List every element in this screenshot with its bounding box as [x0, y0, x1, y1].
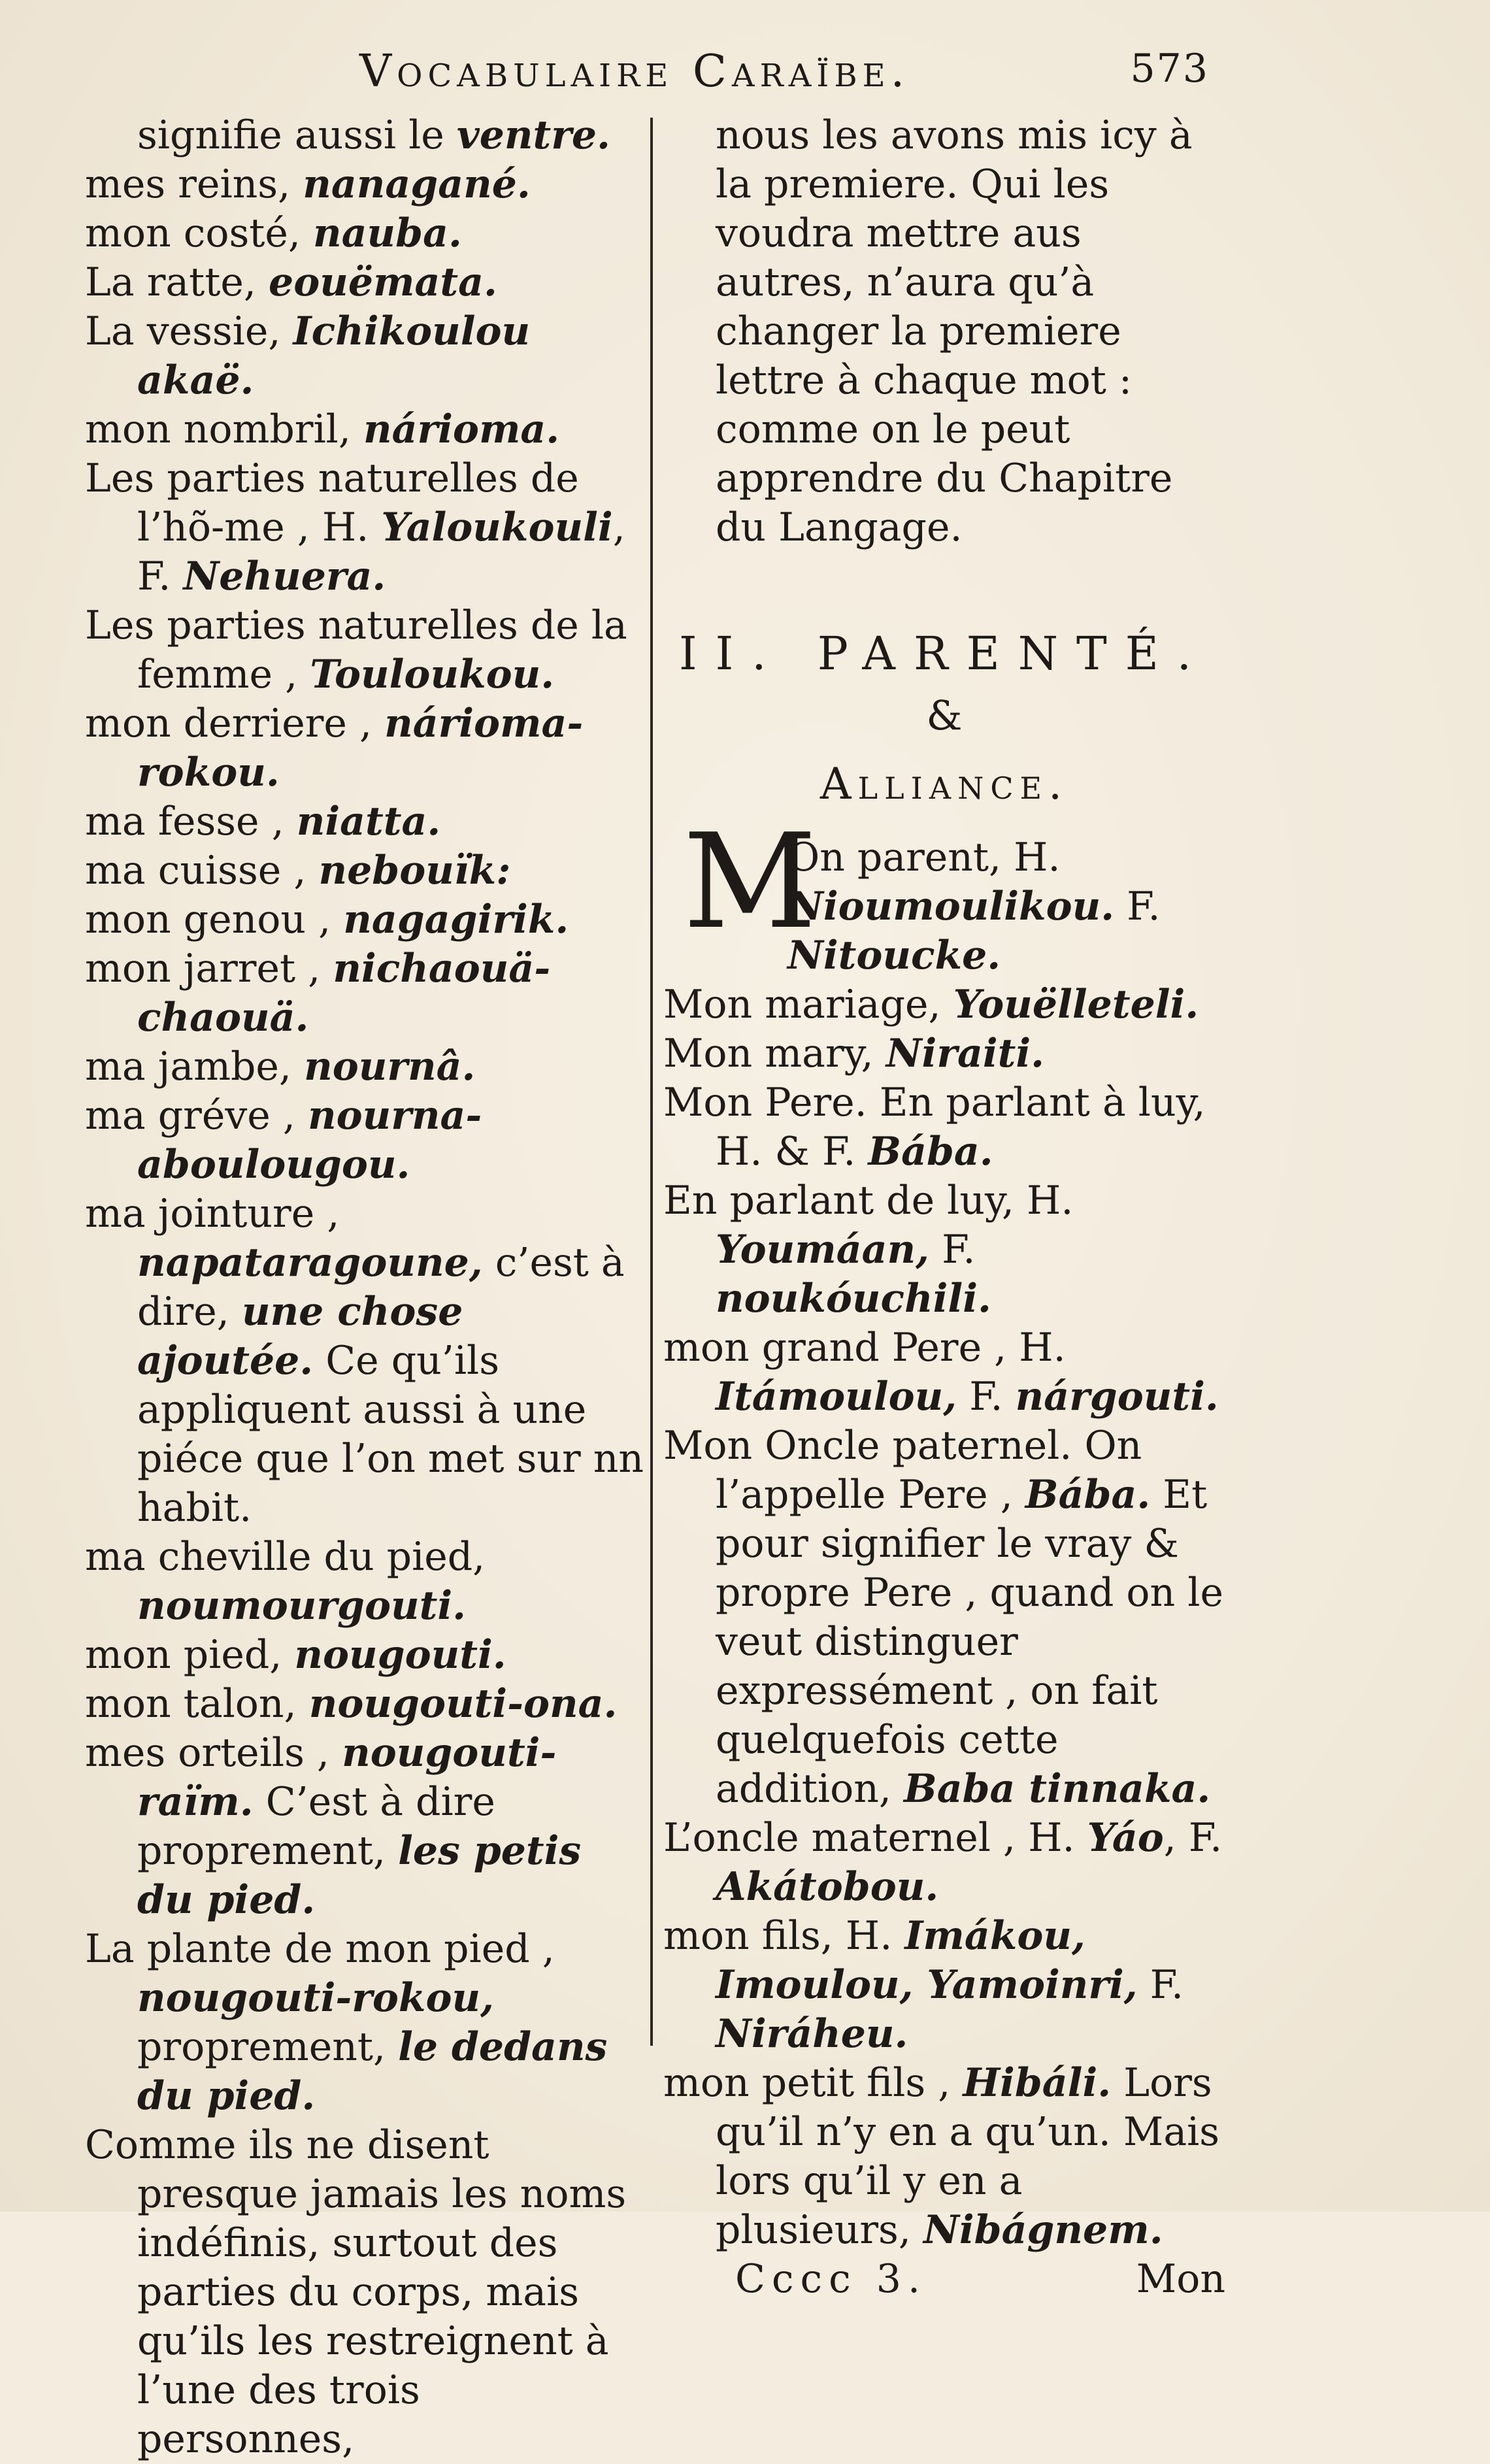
carib-term: Youmáan, [716, 1227, 930, 1273]
entry-text: C’est à dire proprement, [137, 1779, 495, 1874]
right-entry [787, 833, 1225, 980]
carib-term: noukóuchili. [716, 1276, 991, 1322]
entry-text: La vessie, [85, 308, 293, 354]
right-entry [663, 1422, 1225, 1814]
entry-text: mon petit fils , [663, 2060, 963, 2106]
carib-term: nougouti. [294, 1632, 506, 1678]
left-entry [85, 1925, 647, 2121]
carib-term: le dedans du pied. [137, 2024, 608, 2119]
carib-term: nourna-aboulougou. [137, 1093, 482, 1188]
carib-term: Bába. [1025, 1472, 1151, 1518]
carib-term: nárgouti. [1015, 1374, 1219, 1420]
carib-term: nanagané. [303, 161, 531, 207]
carib-term: Nehuera. [183, 554, 386, 599]
carib-term: nichaouä-chaouä. [137, 946, 551, 1041]
entry-text: , F. [1163, 1815, 1223, 1861]
left-entry [85, 454, 647, 601]
right-column [663, 111, 1225, 2304]
right-entry [663, 1078, 1225, 1176]
right-entry [663, 1912, 1225, 2059]
left-entry [85, 895, 647, 944]
right-entry [663, 1029, 1225, 1078]
left-entry [85, 111, 647, 160]
left-entry [85, 601, 647, 699]
carib-term: nougouti-ona. [308, 1681, 618, 1727]
left-entry [85, 846, 647, 895]
entry-text: ma gréve , [85, 1093, 308, 1139]
entry-text: mon talon, [85, 1681, 309, 1727]
left-entry [85, 1091, 647, 1190]
carib-term: Youëlleteli. [953, 982, 1199, 1027]
entry-text: ma jointure , [85, 1191, 340, 1237]
entry-text: ma jambe, [85, 1044, 305, 1090]
left-entry [85, 2121, 647, 2464]
entry-text: ma cheville du pied, [85, 1534, 486, 1580]
carib-term: Baba tinnaka. [904, 1766, 1211, 1812]
entry-text: Lors qu’il n’y en a qu’un. Mais lors qu’il y en a plusieurs, [716, 2060, 1220, 2253]
page-number: 573 [1130, 46, 1209, 92]
section-ampersand: & [926, 691, 963, 739]
entry-text: ma fesse , [85, 799, 297, 844]
entry-text: F. [929, 1227, 976, 1273]
entry-text: mon grand Pere , H. [663, 1325, 1066, 1371]
entry-text: mon jarret , [85, 946, 333, 991]
left-entry [85, 1729, 647, 1925]
carib-term: Imákou, Imoulou, Yamoinri, [716, 1913, 1138, 2008]
carib-term: Niráheu. [716, 2011, 908, 2057]
section-title: II. PARENTÉ. [678, 627, 1210, 680]
entry-text: Mon Pere. En parlant à luy, H. & F. [663, 1080, 1206, 1174]
entry-text: Les parties naturelles de l’hõ-me , H. [85, 456, 579, 550]
carib-term: nebouïk: [318, 848, 511, 893]
entry-text: La plante de mon pied , [85, 1926, 555, 1972]
entry-text: Ce qu’ils appliquent aussi à une piéce que l’on met sur nn habit. [137, 1338, 644, 1531]
entry-text: Comme ils ne disent presque jamais les noms indéfinis, surtout des parties du corps, mais qu’ils les restreignent à l’une des trois personnes, [85, 2122, 627, 2462]
right-entry [663, 1324, 1225, 1422]
carib-term: nagagirik. [343, 897, 569, 942]
carib-term: Nitoucke. [787, 933, 1001, 978]
entry-text: La ratte, [85, 259, 269, 305]
entry-text: Les parties naturelles de la femme , [85, 603, 627, 697]
running-header [359, 46, 1209, 105]
entry-text: c’est à dire, [137, 1240, 625, 1335]
entry-text: L’oncle maternel , H. [663, 1815, 1087, 1861]
carib-term: Nibágnem. [923, 2207, 1163, 2253]
entry-text: mon derriere , [85, 701, 385, 746]
carib-term: nougouti-rokou, [137, 1975, 495, 2021]
left-entry [85, 1533, 647, 1631]
carib-term: nougouti-raïm. [137, 1730, 557, 1825]
entry-text: Mon mary, [663, 1031, 886, 1076]
entry-text: Et pour signifier le vray & propre Pere , quand on le veut distinguer expressément , on fait quelquefois cette addition, [716, 1472, 1223, 1812]
left-entry [85, 1631, 647, 1680]
entry-text: mes reins, [85, 161, 303, 207]
carib-term: Ichikoulou akaë. [137, 308, 531, 403]
signature-line [663, 2255, 1225, 2304]
carib-term: noumourgouti. [137, 1583, 466, 1629]
carib-term: nárioma. [363, 407, 560, 452]
entry-text: mon genou , [85, 897, 344, 942]
entry-text: mon costé, [85, 210, 314, 256]
entry-text: mon fils, H. [663, 1913, 905, 1959]
running-title: Vocabulaire Caraïbe. [359, 46, 910, 97]
right-entry [663, 2059, 1225, 2255]
entry-text: signifie aussi le [137, 112, 457, 158]
entry-text: Mon mariage, [663, 982, 953, 1027]
right-entry [663, 1814, 1225, 1912]
entry-text: On parent, H. [787, 835, 1061, 880]
carib-term: Akátobou. [716, 1864, 939, 1910]
signature-mark: Cccc 3. [735, 2256, 927, 2302]
carib-term: niatta. [296, 799, 441, 844]
entry-text: En parlant de luy, H. [663, 1178, 1074, 1224]
entry-text: Mon Oncle paternel. On l’appelle Pere , [663, 1423, 1142, 1518]
carib-term: Yaloukouli [381, 505, 613, 550]
carib-term: nauba. [313, 210, 462, 256]
carib-term: Itámoulou, [716, 1374, 957, 1420]
entry-text: proprement, [137, 2024, 399, 2070]
right-entries [663, 806, 1225, 2255]
left-entry [85, 1190, 647, 1533]
left-entry [85, 797, 647, 846]
carib-term: eouëmata. [269, 259, 497, 305]
left-entry [85, 307, 647, 405]
carib-term: une chose ajoutée. [137, 1289, 463, 1384]
entry-text: mon nombril, [85, 407, 364, 452]
drop-cap: M [683, 806, 817, 958]
left-entry [85, 1680, 647, 1729]
left-column [85, 111, 647, 2464]
carib-term: les petis du pied. [137, 1828, 582, 1923]
left-entry [85, 1042, 647, 1091]
carib-term: Touloukou. [310, 652, 555, 697]
left-entry [85, 699, 647, 797]
entry-text: ma cuisse , [85, 848, 319, 893]
entry-text: , F. [137, 505, 625, 599]
entry-text: mes orteils , [85, 1730, 342, 1776]
carib-term: Bába. [868, 1129, 993, 1174]
carib-term: Yáo [1087, 1815, 1164, 1861]
left-entry [85, 405, 647, 454]
continuation-paragraph: nous les avons mis icy à la premiere. Qui les voudra mettre aus autres, n’aura qu’à changer la premiere lettre à chaque mot : comme on le peut apprendre du Chapitre du Langage. [716, 112, 1193, 550]
entry-text: F. [1114, 884, 1161, 929]
catchword: Mon [1136, 2256, 1225, 2302]
left-entry [85, 160, 647, 209]
carib-term: nournâ. [304, 1044, 476, 1090]
carib-term: ventre. [456, 112, 610, 158]
carib-term: nárioma-rokou. [137, 701, 584, 795]
carib-term: Hibáli. [963, 2060, 1112, 2106]
carib-term: napataragoune, [137, 1240, 483, 1286]
entry-text: F. [1137, 1962, 1184, 2008]
column-divider [650, 118, 653, 2046]
right-entry [663, 1176, 1225, 1324]
carib-term: Nioumoulikou. [787, 884, 1115, 929]
right-entry [663, 980, 1225, 1029]
left-entry [85, 209, 647, 258]
section-subtitle: Alliance. [820, 759, 1069, 809]
entry-text: mon pied, [85, 1632, 295, 1678]
right-entry-dropcap [663, 806, 1225, 980]
left-entry [85, 258, 647, 307]
entry-text: F. [957, 1374, 1016, 1420]
carib-term: Niraiti. [886, 1031, 1045, 1076]
left-entry [85, 944, 647, 1042]
